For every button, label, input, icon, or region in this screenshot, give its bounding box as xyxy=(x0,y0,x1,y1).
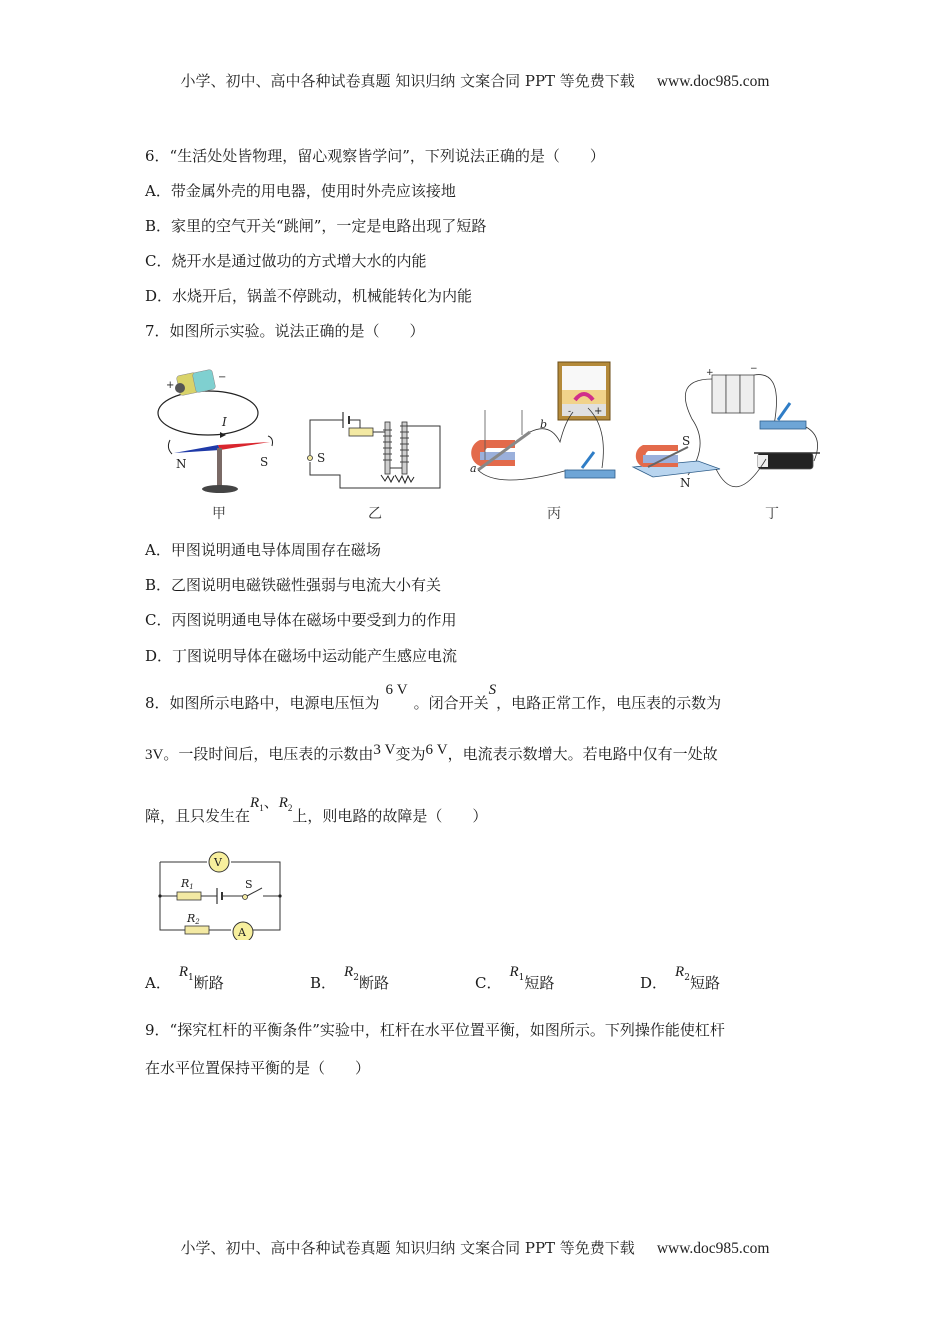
voltage-6v: 6 V xyxy=(385,682,408,698)
figure-yi-electromagnet xyxy=(305,400,445,500)
svg-text:N: N xyxy=(176,457,187,471)
q6-option-c: C．烧开水是通过做功的方式增大水的内能 xyxy=(145,252,427,270)
svg-text:R1: R1 xyxy=(181,877,194,891)
figure-jia-caption: 甲 xyxy=(212,506,226,522)
figure-ding-caption: 丁 xyxy=(765,506,779,522)
svg-text:S: S xyxy=(245,878,253,891)
figure-bing-caption: 丙 xyxy=(547,506,561,522)
switch-symbol-s: S xyxy=(488,682,497,698)
q8-option-b: B．$R^2$断路 xyxy=(310,964,389,992)
q8-option-a: A．$R^1$断路 xyxy=(145,964,224,992)
svg-text:N: N xyxy=(680,476,691,490)
svg-text:R2: R2 xyxy=(187,912,200,926)
svg-text:b: b xyxy=(540,418,548,431)
q8-option-d: D．$R^2$短路 xyxy=(640,964,720,992)
q8-option-c: C．$R^1$短路 xyxy=(475,964,555,992)
svg-text:I: I xyxy=(222,415,227,429)
figure-yi-caption: 乙 xyxy=(368,506,382,522)
q8-line-1: 8．如图所示电路中，电源电压恒为6 V。闭合开关S，电路正常工作，电压表的示数为 xyxy=(145,682,722,712)
q7-option-d: D．丁图说明导体在磁场中运动能产生感应电流 xyxy=(145,647,458,665)
svg-text:a: a xyxy=(470,462,477,475)
svg-text:+: + xyxy=(706,368,714,378)
header-url[interactable]: www.doc985.com xyxy=(656,73,770,90)
q7-stem: 7．如图所示实验。说法正确的是（ ） xyxy=(145,322,425,340)
q7-option-a: A．甲图说明通电导体周围存在磁场 xyxy=(145,541,381,559)
svg-text:V: V xyxy=(214,856,222,869)
svg-text:+: + xyxy=(166,380,175,391)
figure-jia-oersted xyxy=(150,368,290,498)
svg-text:S: S xyxy=(317,451,326,465)
q8-line-3: 障，且只发生在$R^1$、$R^2$上，则电路的故障是（ ） xyxy=(145,795,488,825)
page-header xyxy=(0,70,950,91)
q6-stem: 6．“生活处处皆物理，留心观察皆学问”，下列说法正确的是（ ） xyxy=(145,147,605,165)
figure-bing-motor-effect xyxy=(470,360,620,498)
q9-line-2: 在水平位置保持平衡的是（ ） xyxy=(145,1059,371,1077)
q7-option-c: C．丙图说明通电导体在磁场中要受到力的作用 xyxy=(145,611,457,629)
q6-option-a: A．带金属外壳的用电器，使用时外壳应该接地 xyxy=(145,182,456,200)
q7-option-b: B．乙图说明电磁铁磁性强弱与电流大小有关 xyxy=(145,576,442,594)
svg-text:−: − xyxy=(218,372,227,383)
q8-line-2: 3V。一段时间后，电压表的示数由3 V变为6 V，电流表示数增大。若电路中仅有一处故 xyxy=(145,742,718,763)
svg-text:+: + xyxy=(594,406,603,417)
svg-text:−: − xyxy=(750,365,758,374)
svg-text:A: A xyxy=(238,926,246,939)
svg-text:S: S xyxy=(682,434,691,448)
q8-circuit-diagram xyxy=(155,850,290,940)
svg-text:S: S xyxy=(260,455,269,469)
q6-option-b: B．家里的空气开关“跳闸”，一定是电路出现了短路 xyxy=(145,217,487,235)
footer-url[interactable]: www.doc985.com xyxy=(656,1240,770,1257)
header-text: 小学、初中、高中各种试卷真题 知识归纳 文案合同 PPT 等免费下载 xyxy=(180,72,635,90)
q9-line-1: 9．“探究杠杆的平衡条件”实验中，杠杆在水平位置平衡，如图所示。下列操作能使杠杆 xyxy=(145,1021,725,1039)
page-footer xyxy=(0,1237,950,1258)
footer-text: 小学、初中、高中各种试卷真题 知识归纳 文案合同 PPT 等免费下载 xyxy=(180,1239,635,1257)
figure-ding-induction xyxy=(628,365,833,500)
svg-text:-: - xyxy=(568,407,572,417)
q6-option-d: D．水烧开后，锅盖不停跳动，机械能转化为内能 xyxy=(145,287,473,305)
